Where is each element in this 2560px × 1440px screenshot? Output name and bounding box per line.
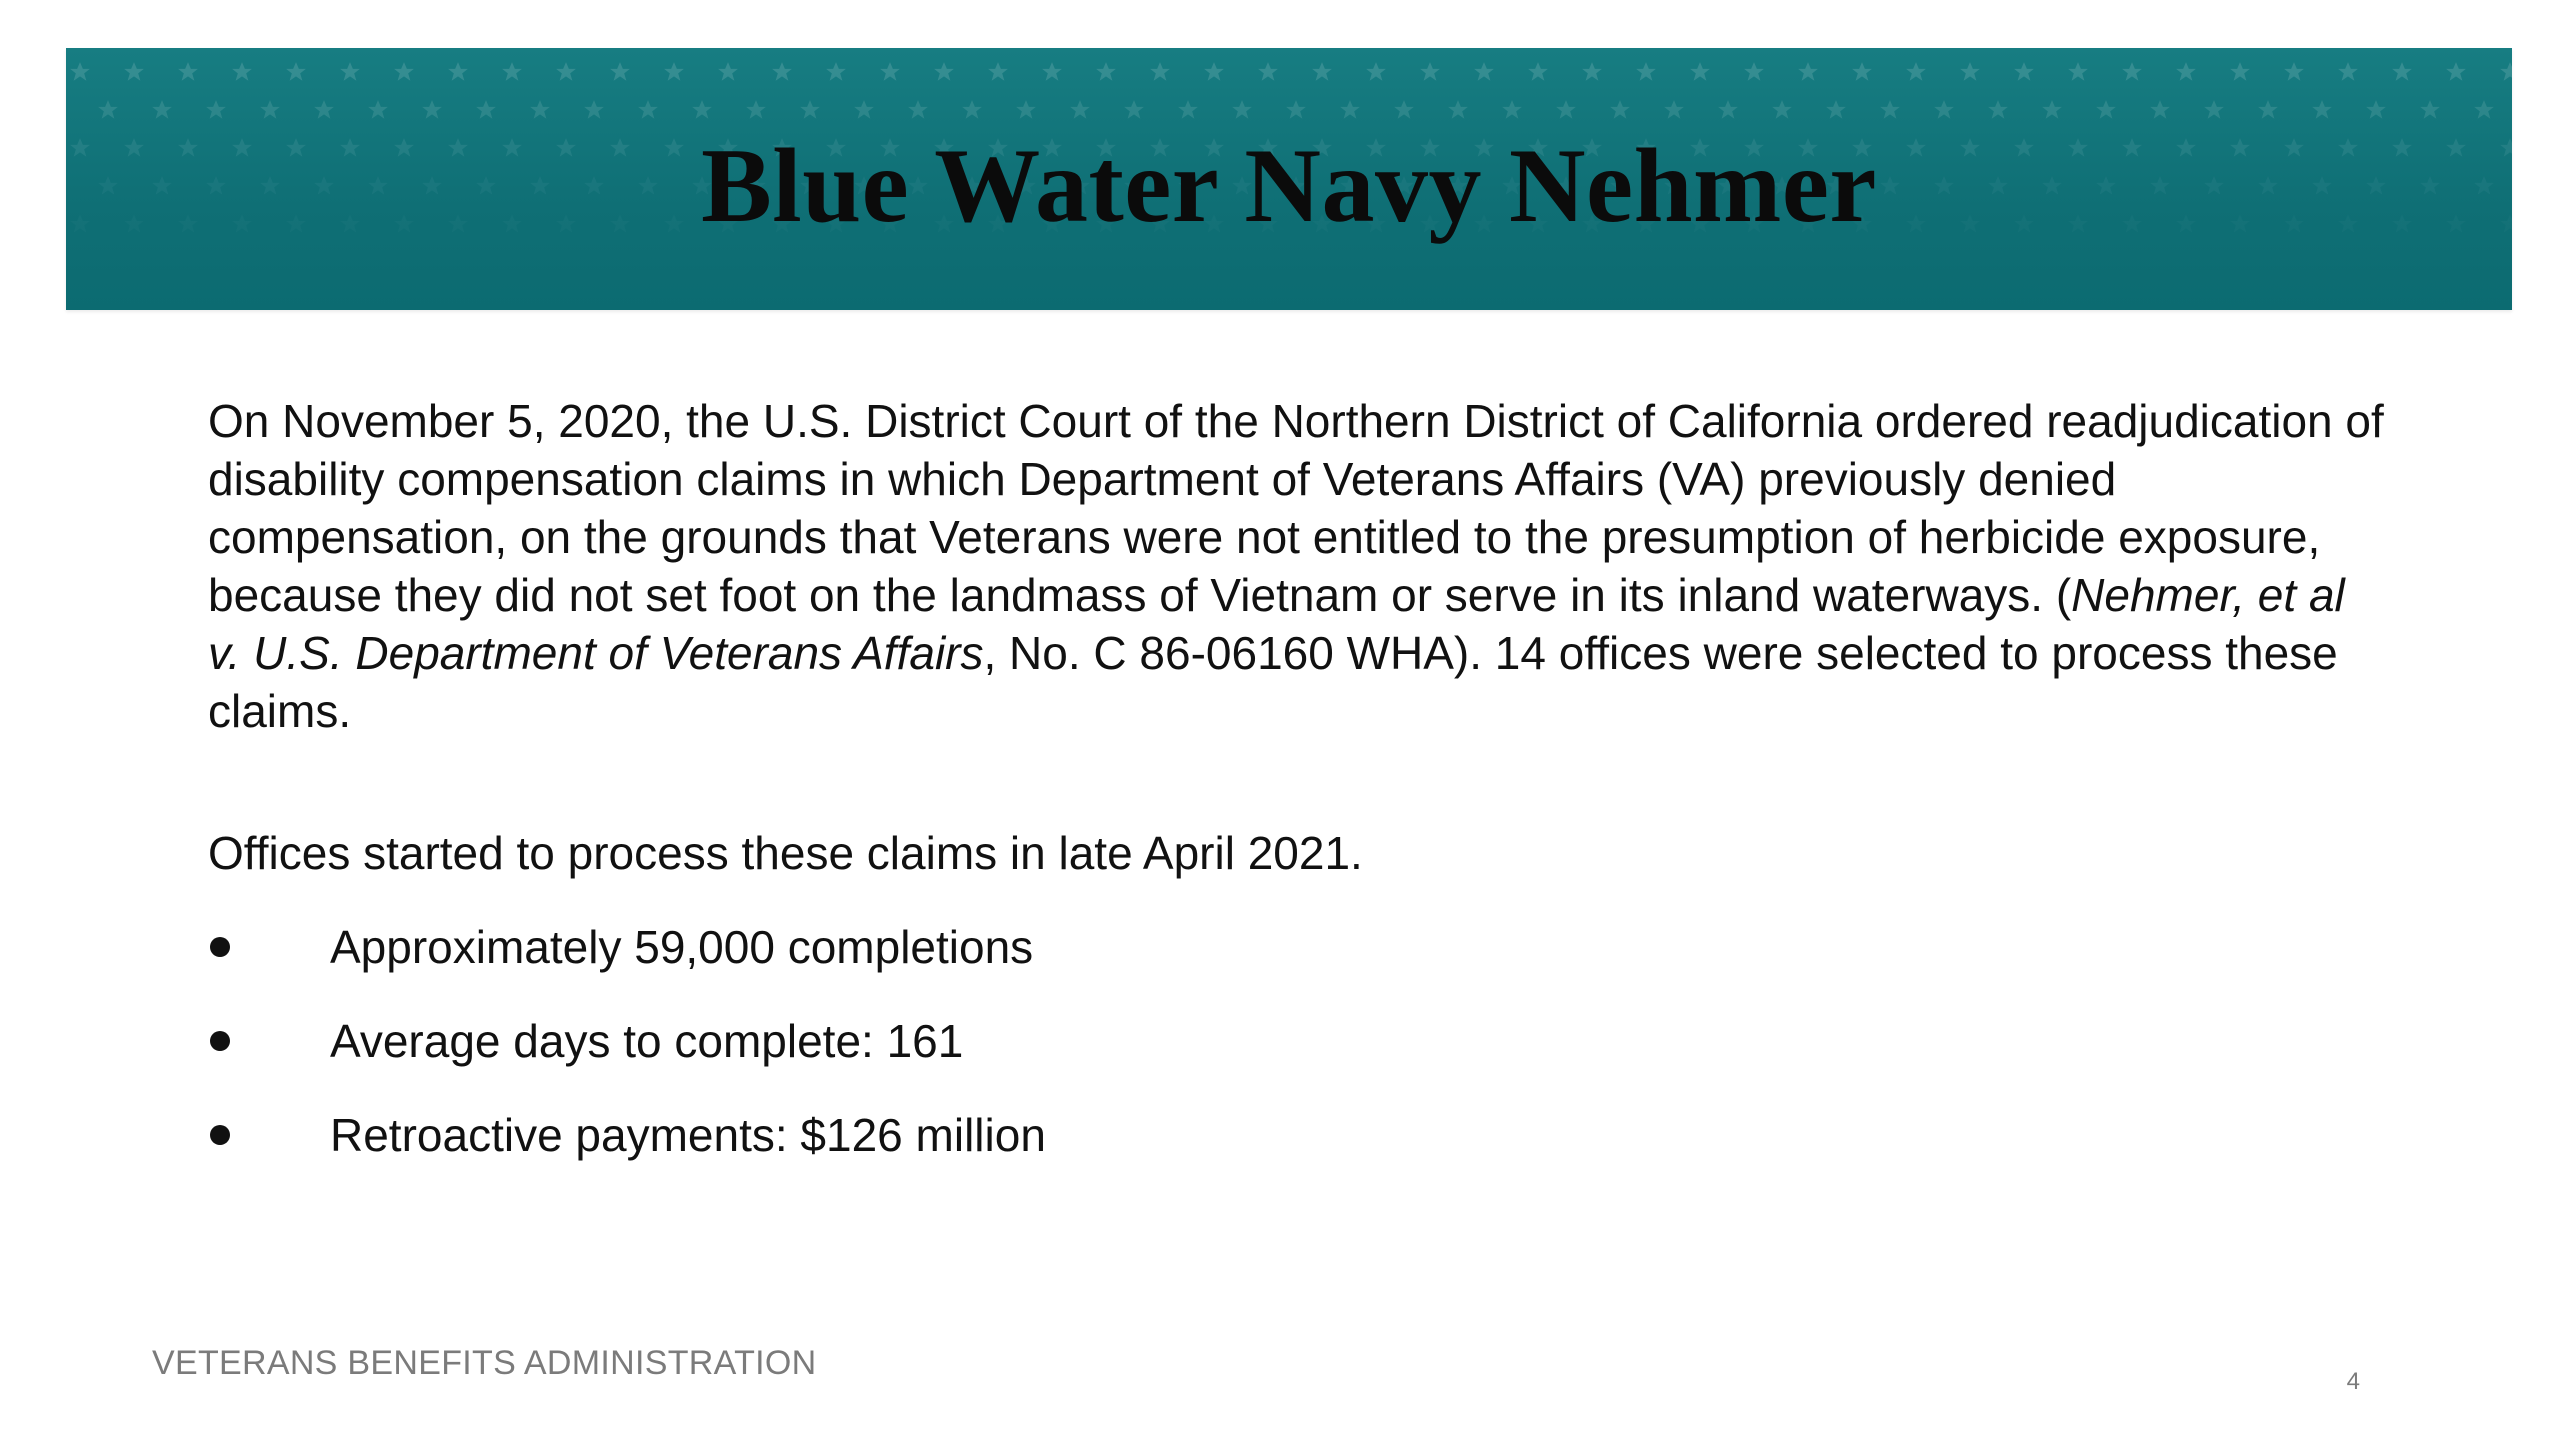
intro-text-end: , No. C 86-06160 WHA). 14 offices were selected to process these claims. — [208, 627, 2338, 737]
bullet-text: Retroactive payments: $126 million — [330, 1109, 1046, 1161]
bullet-list — [208, 918, 2388, 1164]
bullet-text: Average days to complete: 161 — [330, 1015, 964, 1067]
list-item — [208, 1012, 2388, 1070]
list-item — [208, 1106, 2388, 1164]
intro-paragraph — [208, 392, 2388, 740]
page-title: Blue Water Navy Nehmer — [701, 127, 1877, 244]
bullet-text: Approximately 59,000 completions — [330, 921, 1034, 973]
processing-paragraph: Offices started to process these claims in late April 2021. — [208, 827, 1363, 879]
list-item — [208, 918, 2388, 976]
bullet-icon — [210, 937, 230, 957]
bullet-icon — [210, 1031, 230, 1051]
title-banner — [66, 48, 2512, 310]
bullet-icon — [210, 1125, 230, 1145]
footer-organization: VETERANS BENEFITS ADMINISTRATION — [152, 1344, 817, 1382]
case-citation: Nehmer, et al v. U.S. Department of Veterans Affairs — [208, 569, 2345, 679]
slide-content — [208, 392, 2388, 1200]
page-number: 4 — [2346, 1368, 2360, 1395]
intro-text-start: On November 5, 2020, the U.S. District Court of the Northern District of California ordered readjudication of disability compensation claims in which Department of Veterans Affairs (VA) previously denied compensation, on the grounds that Veterans were not entitled to the presumption of herbicide exposure, because they did not set foot on the landmass of Vietnam or serve in its inland waterways. ( — [208, 395, 2384, 621]
